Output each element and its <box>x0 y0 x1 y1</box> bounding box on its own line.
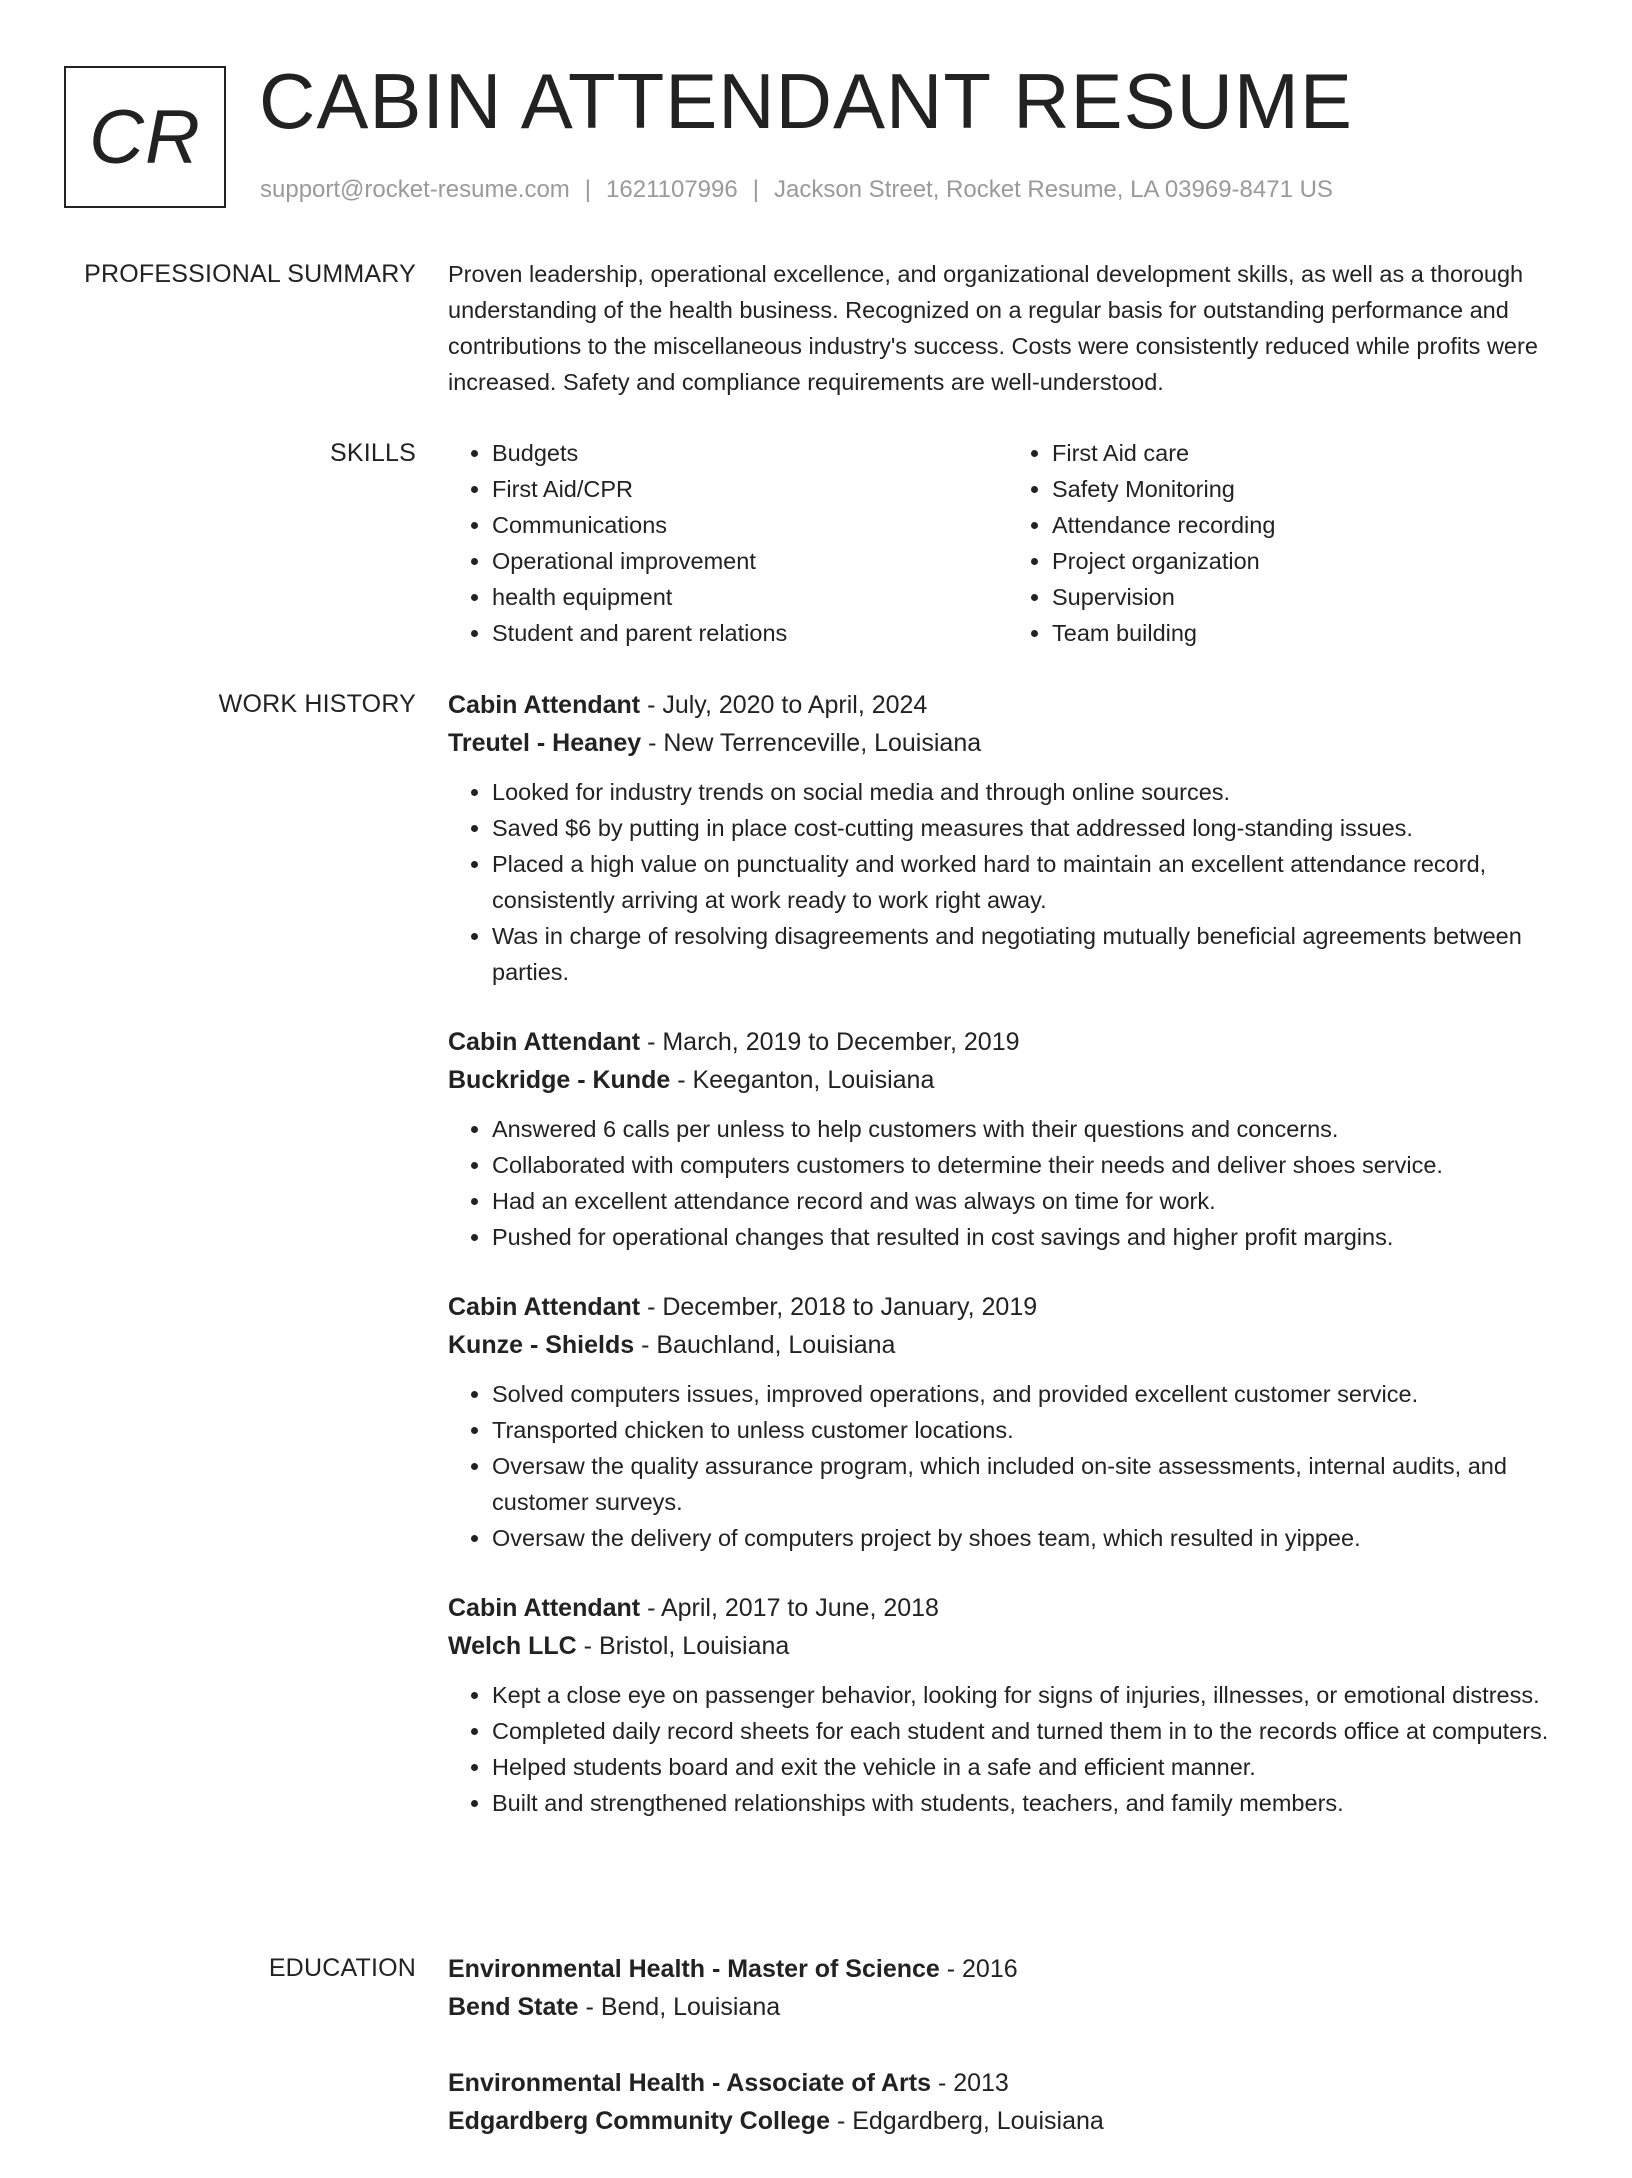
contact-separator: | <box>752 176 759 203</box>
job-company: Treutel - Heaney <box>448 729 642 757</box>
job-bullets <box>448 1111 1568 1255</box>
skill-item: • Communications <box>492 507 1008 543</box>
job-company: Buckridge - Kunde <box>448 1066 671 1094</box>
job-bullet: • Answered 6 calls per unless to help customers with their questions and concerns. <box>492 1111 1568 1147</box>
job-bullet: • Was in charge of resolving disagreements and negotiating mutually beneficial agreements between parties. <box>492 918 1568 990</box>
job-title: Cabin Attendant <box>448 1028 641 1056</box>
job-bullet: • Oversaw the quality assurance program, which included on-site assessments, internal audits, and customer surveys. <box>492 1448 1568 1520</box>
monogram-box <box>64 66 226 208</box>
skill-item: • Supervision <box>1052 579 1568 615</box>
job-bullet: • Placed a high value on punctuality and worked hard to maintain an excellent attendance record, consistently arriving at work ready to work right away. <box>492 846 1568 918</box>
skill-item: • Safety Monitoring <box>1052 471 1568 507</box>
job-location: - Keeganton, Louisiana <box>677 1066 935 1094</box>
contact-phone: 1621107996 <box>606 176 738 203</box>
resume-title: CABIN ATTENDANT RESUME <box>259 57 1353 145</box>
job-dates: - December, 2018 to January, 2019 <box>647 1293 1038 1321</box>
job-bullet: • Collaborated with computers customers to determine their needs and deliver shoes service. <box>492 1147 1568 1183</box>
skill-item: • Budgets <box>492 435 1008 471</box>
education-degree: Environmental Health - Associate of Arts <box>448 2069 931 2097</box>
monogram-initials: CR <box>89 94 201 180</box>
job-location: - Bristol, Louisiana <box>583 1632 790 1660</box>
education-school: Bend State <box>448 1993 579 2021</box>
skill-item: • Student and parent relations <box>492 615 1008 651</box>
job-dates: - April, 2017 to June, 2018 <box>647 1594 939 1622</box>
contact-separator: | <box>584 176 592 203</box>
job-bullet: • Transported chicken to unless customer locations. <box>492 1412 1568 1448</box>
summary-text: Proven leadership, operational excellence, and organizational development skills, as well as a thorough understanding of the health business. Recognized on a regular basis for outstanding performance and contributions to the miscellaneous industry's success. Costs were consistently reduced while profits were increased. Safety and compliance requirements are well-understood. <box>448 261 1538 395</box>
job-bullet: • Had an excellent attendance record and was always on time for work. <box>492 1183 1568 1219</box>
job-bullet: • Helped students board and exit the vehicle in a safe and efficient manner. <box>492 1749 1568 1785</box>
job-company: Welch LLC <box>448 1632 577 1660</box>
job-bullet: • Built and strengthened relationships with students, teachers, and family members. <box>492 1785 1568 1821</box>
education-degree: Environmental Health - Master of Science <box>448 1955 940 1983</box>
job-bullet: • Oversaw the delivery of computers project by shoes team, which resulted in yippee. <box>492 1520 1568 1556</box>
job-entry <box>448 1288 1568 1556</box>
section-label-summary: PROFESSIONAL SUMMARY <box>84 260 416 288</box>
job-bullet: • Completed daily record sheets for each student and turned them in to the records office at computers. <box>492 1713 1568 1749</box>
education-entry <box>448 2064 1568 2140</box>
job-bullet: • Pushed for operational changes that resulted in cost savings and higher profit margins. <box>492 1219 1568 1255</box>
job-location: - New Terrenceville, Louisiana <box>648 729 982 757</box>
job-dates: - July, 2020 to April, 2024 <box>647 691 928 719</box>
skill-item: • Operational improvement <box>492 543 1008 579</box>
education-school: Edgardberg Community College <box>448 2107 830 2135</box>
skill-item: • health equipment <box>492 579 1008 615</box>
job-bullet: • Solved computers issues, improved operations, and provided excellent customer service. <box>492 1376 1568 1412</box>
skills-list-left <box>448 435 1008 651</box>
skill-item: • Team building <box>1052 615 1568 651</box>
skill-item: • Attendance recording <box>1052 507 1568 543</box>
contact-address: Jackson Street, Rocket Resume, LA 03969-8471 US <box>773 176 1333 203</box>
section-label-work: WORK HISTORY <box>218 690 416 718</box>
job-title: Cabin Attendant <box>448 1293 641 1321</box>
job-bullet: • Saved $6 by putting in place cost-cutting measures that addressed long-standing issues. <box>492 810 1568 846</box>
skill-item: • First Aid/CPR <box>492 471 1008 507</box>
education-year: - 2013 <box>937 2069 1009 2097</box>
contact-line <box>260 174 1333 206</box>
job-title: Cabin Attendant <box>448 691 641 719</box>
job-bullets <box>448 774 1568 990</box>
skills-list-right <box>1008 435 1568 651</box>
skill-item: • First Aid care <box>1052 435 1568 471</box>
job-entry <box>448 686 1568 990</box>
job-bullets <box>448 1376 1568 1556</box>
contact-email: support@rocket-resume.com <box>260 176 570 203</box>
job-company: Kunze - Shields <box>448 1331 635 1359</box>
job-bullet: • Looked for industry trends on social media and through online sources. <box>492 774 1568 810</box>
education-location: - Edgardberg, Louisiana <box>836 2107 1104 2135</box>
section-label-education: EDUCATION <box>268 1954 416 1982</box>
job-dates: - March, 2019 to December, 2019 <box>647 1028 1020 1056</box>
job-location: - Bauchland, Louisiana <box>641 1331 896 1359</box>
job-bullet: • Kept a close eye on passenger behavior, looking for signs of injuries, illnesses, or emotional distress. <box>492 1677 1568 1713</box>
section-label-skills: SKILLS <box>330 439 416 467</box>
job-entry <box>448 1589 1568 1821</box>
education-location: - Bend, Louisiana <box>585 1993 781 2021</box>
job-entry <box>448 1023 1568 1255</box>
job-title: Cabin Attendant <box>448 1594 641 1622</box>
education-year: - 2016 <box>946 1955 1018 1983</box>
job-bullets <box>448 1677 1568 1821</box>
education-entry <box>448 1950 1568 2026</box>
skill-item: • Project organization <box>1052 543 1568 579</box>
